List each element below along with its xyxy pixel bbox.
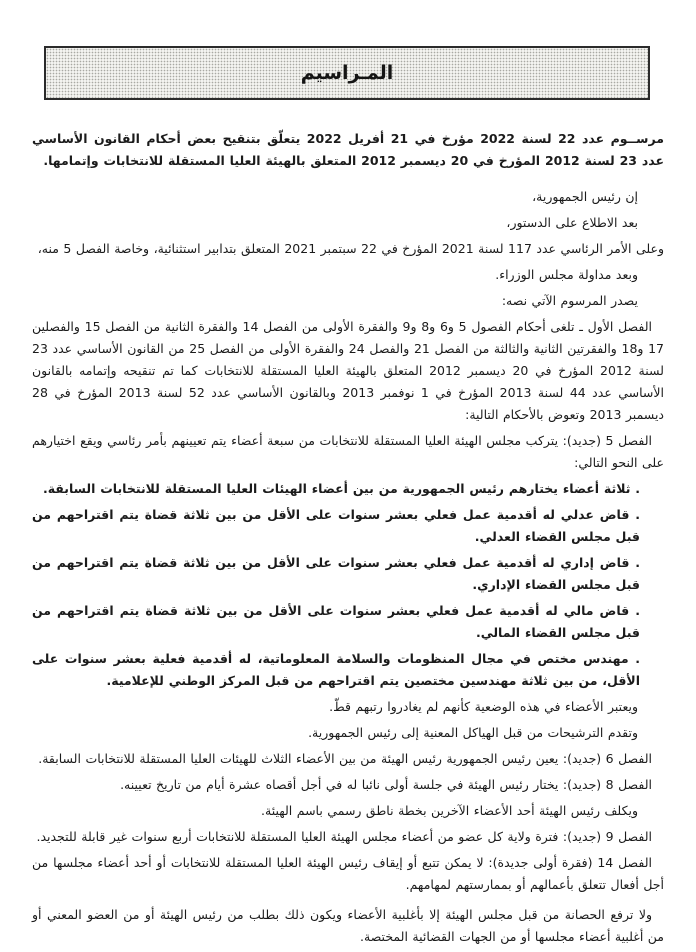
- enactment-line: يصدر المرسوم الآتي نصه:: [501, 293, 638, 308]
- bullet-item-three-members: . ثلاثة أعضاء يختارهم رئيس الجمهورية من بين أعضاء الهيئات العليا المستقلة للانتخابات السابقة.: [42, 481, 640, 496]
- bullet-item-judicial-judge: . قاض عدلي له أقدمية عمل فعلي بعشر سنوات على الأقل من بين ثلاثة قضاة يتم اقتراحهم من قبل مجلس القضاء العدلي.: [32, 507, 640, 544]
- article-14-paragraph: الفصل 14 (فقرة أولى جديدة): لا يمكن تتبع أو إيقاف رئيس الهيئة العليا المستقلة للانتخابات أو أحد أعضاء مجلسها من أجل أفعال تتعلق بأعمالهم أو بممارستهم لمهامهم.: [32, 855, 664, 892]
- bullet-item-it-engineer: . مهندس مختص في مجال المنظومات والسلامة المعلوماتية، له أقدمية فعلية بعشر سنوات على الأقل، من بين ثلاثة مهندسين مختصين يتم اقتراحهم من قبل المركز الوطني للإعلامية.: [32, 651, 640, 688]
- article-8-paragraph: الفصل 8 (جديد): يختار رئيس الهيئة في جلسة أولى نائبا له في أجل أقصاه عشرة أيام من تاريخ تعيينه.: [120, 777, 652, 792]
- bullet-item-administrative-judge: . قاض إداري له أقدمية عمل فعلي بعشر سنوات على الأقل من بين ثلاثة قضاة يتم اقتراحهم من قبل مجلس القضاء الإداري.: [32, 555, 640, 592]
- preamble-line-president: إن رئيس الجمهورية،: [532, 189, 638, 204]
- section-title: المـراسيم: [300, 62, 394, 84]
- nominations-line: وتقدم الترشيحات من قبل الهياكل المعنية إلى رئيس الجمهورية.: [308, 725, 638, 740]
- bullet-item-financial-judge: . قاض مالي له أقدمية عمل فعلي بعشر سنوات على الأقل من بين ثلاثة قضاة يتم اقتراحهم من قبل مجلس القضاء المالي.: [32, 603, 640, 640]
- preamble-line-cabinet: وبعد مداولة مجلس الوزراء.: [495, 267, 638, 282]
- decree-body: [32, 128, 664, 952]
- article-9-paragraph: الفصل 9 (جديد): فترة ولاية كل عضو من أعضاء مجلس الهيئة العليا المستقلة للانتخابات أربع سنوات غير قابلة للتجديد.: [36, 829, 652, 844]
- members-status-line: ويعتبر الأعضاء في هذه الوضعية كأنهم لم يغادروا رتبهم قطّ.: [329, 699, 638, 714]
- spokesperson-line: ويكلف رئيس الهيئة أحد الأعضاء الآخرين بخطة ناطق رسمي باسم الهيئة.: [261, 803, 638, 818]
- article-6-paragraph: الفصل 6 (جديد): يعين رئيس الجمهورية رئيس الهيئة من بين الأعضاء الثلاث للهيئات العليا المستقلة للانتخابات السابقة.: [38, 751, 652, 766]
- article-5-paragraph: الفصل 5 (جديد): يتركب مجلس الهيئة العليا المستقلة للانتخابات من سبعة أعضاء يتم تعيينهم بأمر رئاسي ويقع اختيارهم على النحو التالي:: [32, 433, 664, 470]
- preamble-line-presidential-order: وعلى الأمر الرئاسي عدد 117 لسنة 2021 المؤرخ في 22 سبتمبر 2021 المتعلق بتدابير استثنائية، وخاصة الفصل 5 منه،: [37, 241, 664, 256]
- immunity-paragraph: ولا ترفع الحصانة من قبل مجلس الهيئة إلا بأغلبية الأعضاء ويكون ذلك بطلب من رئيس الهيئة أو من العضو المعني أو من أغلبية أعضاء مجلسها أو من الجهات القضائية المختصة.: [32, 907, 664, 944]
- decrees-section-banner: [44, 46, 650, 100]
- preamble-line-constitution: بعد الاطلاع على الدستور،: [506, 215, 638, 230]
- decree-heading-paragraph: مرســوم عدد 22 لسنة 2022 مؤرخ في 21 أفريل 2022 يتعلّق بتنقيح بعض أحكام القانون الأساسي عدد 23 لسنة 2012 المؤرخ في 20 ديسمبر 2012 المتعلق بالهيئة العليا المستقلة للانتخابات وإتمامها.: [32, 131, 664, 168]
- article-first-paragraph: الفصل الأول ـ تلغى أحكام الفصول 5 و6 و8 و9 والفقرة الأولى من الفصل 14 والفقرة الثانية من الفصل 15 والفصلين 17 و18 والفقرتين الثانية والثالثة من الفصل 21 والفصل 24 والفقرة الأولى من الفصل 25 من القانون الأساسي عدد 23 لسنة 2012 المؤرخ في 20 ديسمبر 2012 المتعلق بالهيئة العليا المستقلة للانتخابات كما تم تنقيحه وإتمامه بالقانون الأساسي عدد 44 لسنة 2013 المؤرخ في 1 نوفمبر 2013 وبالقانون الأساسي عدد 52 لسنة 2013 المؤرخ في 28 ديسمبر 2013 وتعوض بالأحكام التالية:: [32, 319, 665, 422]
